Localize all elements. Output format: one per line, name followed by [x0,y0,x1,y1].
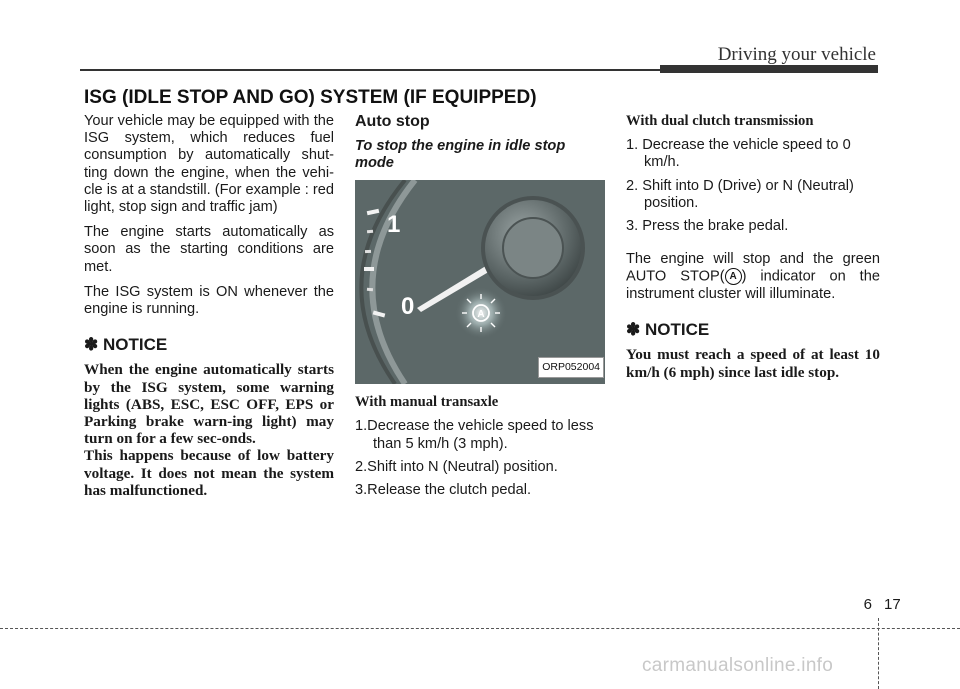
list-item: 3. Press the brake pedal. [626,218,789,235]
notice-heading: ✽ NOTICE [84,335,168,355]
list-item: 1. Decrease the vehicle speed to 0 km/h. [626,137,851,171]
auto-stop-text-before: The engine will stop and the green AUTO STOP( [626,251,880,285]
gauge-numeral: 0 [401,293,415,321]
list-item: 2.Shift into N (Neutral) position. [355,458,558,475]
list-item: 2. Shift into D (Drive) or N (Neutral) position. [626,177,854,211]
auto-stop-indicator-letter: A [477,309,485,321]
running-header: Driving your vehicle [717,44,876,65]
figure-code: ORP052004 [538,357,604,378]
column-auto-stop [355,113,605,505]
intro-paragraph: The engine starts automatically as soon as the starting conditions are met. [84,224,334,275]
notice-body: You must reach a speed of at least 10 km/h (6 mph) since last idle stop. [626,346,880,381]
column-intro [84,113,334,499]
tachometer-figure [355,180,605,384]
dct-heading: With dual clutch transmission [626,113,814,129]
dct-steps-list [626,137,880,235]
watermark: carmanualsonline.info [642,655,834,676]
intro-paragraph: The ISG system is ON whenever the engine is running. [84,283,334,318]
header-rule [80,69,660,71]
auto-stop-heading: Auto stop [355,113,430,130]
notice-body: This happens because of low battery voltage. It does not mean the system has malfunctioned. [84,447,334,499]
gauge-tick [364,267,374,271]
tachometer-illustration [355,180,605,384]
auto-stop-subheading: To stop the engine in idle stop mode [355,138,566,172]
page-number: 17 [884,596,901,613]
header-rule-bar [660,65,878,73]
manual-steps-list [355,418,605,499]
auto-stop-text-after: ) indicator on the instrument cluster will illuminate. [626,268,880,302]
footer-divider [878,618,879,689]
section-title: ISG (IDLE STOP AND GO) SYSTEM (IF EQUIPPED) [84,87,537,108]
list-item: 3.Release the clutch pedal. [355,482,532,499]
column-dct [626,113,880,381]
list-item: 1.Decrease the vehicle speed to less than 5 km/h (3 mph). [355,418,594,452]
notice-body: When the engine automatically starts by the ISG system, some warning lights (ABS, ESC, ESC OFF, EPS or Parking brake warn-ing light) may turn on for a few sec-onds. [84,361,334,448]
footer-rule [0,628,960,629]
manual-transaxle-heading: With manual transaxle [355,394,499,411]
notice-heading: ✽ NOTICE [626,320,710,340]
intro-paragraph: Your vehicle may be equipped with the ISG system, which reduces fuel consumption by automatically shut-ting down the engine, when the vehi-cle is at a standstill. (For example : red light, stop sign and traffic jam) [84,113,334,216]
gauge-numeral: 1 [387,211,401,239]
auto-stop-icon: A [725,268,742,285]
auto-stop-description [626,251,880,303]
chapter-number: 6 [863,596,872,613]
